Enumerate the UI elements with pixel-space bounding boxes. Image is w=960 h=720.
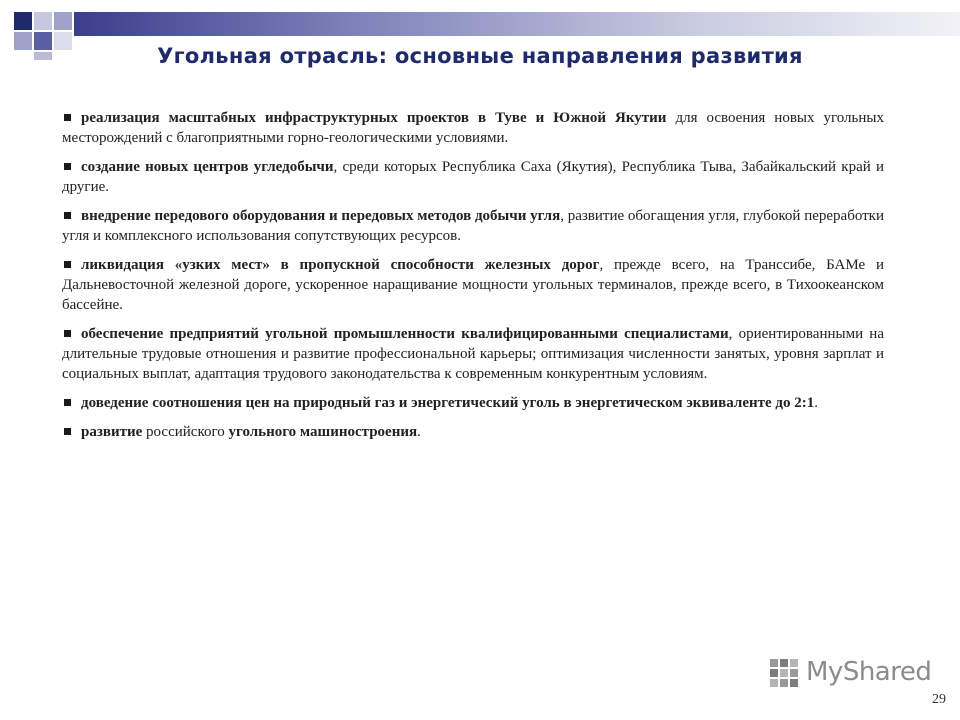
page-number: 29 [932,692,946,707]
myshared-watermark [768,655,932,695]
list-item [62,255,884,315]
list-item [62,206,884,246]
bullet-icon [64,330,71,337]
slide-title: Угольная отрасль: основные направления развития [157,44,803,68]
list-item [62,324,884,384]
list-item-text: , среди которых Республика Саха (Якутия), Республика Тыва, Забайкальский край и другие. [62,159,884,195]
list-item-text: , ориентированными на длительные трудовые отношения и развитие профессиональной карьеры; оптимизация численности занятых, уровня зарплат и социальных выплат, адаптация трудового законодательства к современным конкурентным условиям. [62,326,884,382]
myshared-logo-icon [768,657,802,691]
corner-square [34,12,52,30]
list-item-text: российского [142,424,229,440]
list-item [62,108,884,148]
corner-square [54,12,72,30]
list-item-bold: обеспечение предприятий угольной промышленности квалифицированными специалистами [81,326,729,342]
header-gradient-bar [74,12,960,36]
list-item-text: для освоения новых угольных месторождений с благоприятными горно-геологическими условиями. [62,110,884,146]
list-item-bold: доведение соотношения цен на природный газ и энергетический уголь в энергетическом эквиваленте до 2:1 [81,395,815,411]
corner-square [14,12,32,30]
list-item-text: . [417,424,421,440]
list-item-text: . [814,395,818,411]
bullet-icon [64,114,71,121]
list-item [62,422,884,442]
list-item-bold: ликвидация «узких мест» в пропускной способности железных дорог [81,257,600,273]
list-item-text: , прежде всего, на Транссибе, БАМе и Дальневосточной железной дороге, ускоренное наращивание мощности угольных терминалов, прежде всего, в Тихоокеанском бассейне. [62,257,884,313]
list-item [62,157,884,197]
bullet-icon [64,261,71,268]
list-item-text: , развитие обогащения угля, глубокой переработки угля и комплексного использования сопутствующих ресурсов. [62,208,885,244]
bullet-icon [64,399,71,406]
bullet-icon [64,212,71,219]
list-item-bold: развитие [81,424,143,440]
list-item [62,393,884,413]
bullet-icon [64,428,71,435]
list-item-bold: создание новых центров угледобычи [81,159,334,175]
bullet-icon [64,163,71,170]
list-item-bold: внедрение передового оборудования и передовых методов добычи угля [81,208,561,224]
list-item-bold: угольного машиностроения [228,424,418,440]
bullet-list [62,108,884,451]
watermark-text: MyShared [806,657,932,687]
list-item-bold: реализация масштабных инфраструктурных проектов в Туве и Южной Якутии [81,110,667,126]
